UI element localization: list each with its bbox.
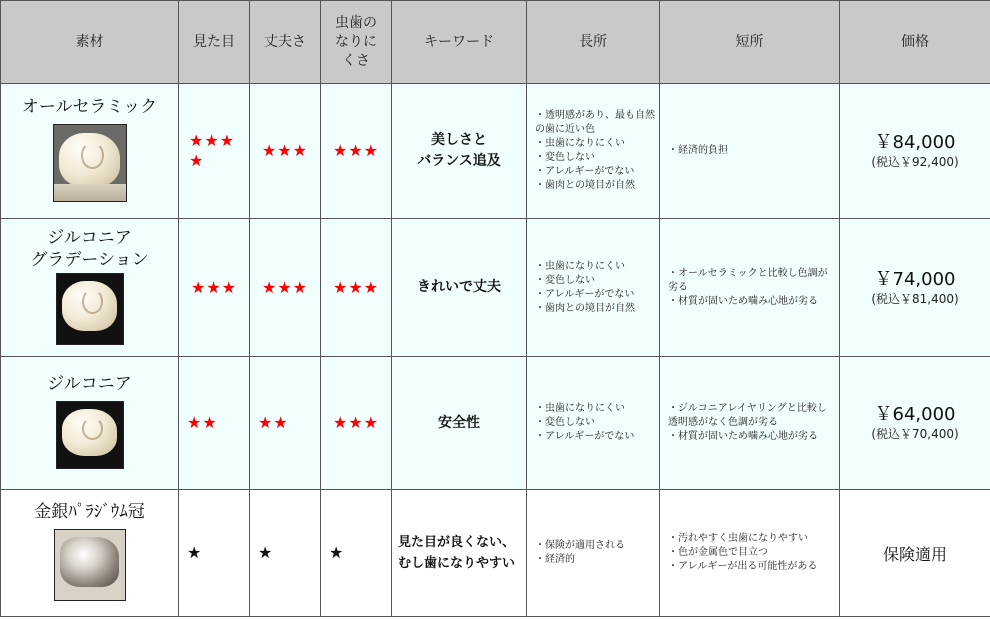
list-item: ・オールセラミックと比較し色調が劣る xyxy=(668,267,828,293)
appearance-rating xyxy=(179,84,250,219)
header-row xyxy=(1,1,990,84)
header-material: 素材 xyxy=(1,1,179,84)
list-item: ・アレルギーがでない xyxy=(535,288,635,300)
pros-list xyxy=(527,402,659,444)
list-item: ・汚れやすく虫歯になりやすい xyxy=(668,533,808,544)
durability-rating xyxy=(250,357,321,490)
list-item: ・虫歯になりにくい xyxy=(535,403,625,414)
list-item: ・経済的負担 xyxy=(668,145,728,156)
durability-rating xyxy=(250,84,321,219)
star-rating: ★★ xyxy=(258,413,289,432)
header-cavity-resistance xyxy=(321,1,392,84)
pros-cell xyxy=(527,84,660,219)
cons-cell xyxy=(660,357,840,490)
price-with-tax: (税込￥81,400) xyxy=(871,291,959,306)
tooth-image-zirconia xyxy=(56,401,124,469)
header-price: 価格 xyxy=(840,1,990,84)
durability-rating xyxy=(250,490,321,617)
keyword-line: 見た目が良くない、 xyxy=(398,535,516,550)
material-cell xyxy=(1,219,179,357)
list-item: ・変色しない xyxy=(535,274,595,286)
cons-cell xyxy=(660,84,840,219)
star-rating: ★★★ xyxy=(332,141,380,160)
star-rating: ★★★ xyxy=(332,277,380,297)
list-item: ・保険が適用される xyxy=(535,540,625,551)
price: ￥84,000 xyxy=(874,132,956,153)
price-cell xyxy=(840,490,990,617)
list-item: ・色が金属色で目立つ xyxy=(668,547,768,558)
list-item: ・材質が固いため噛み心地が劣る xyxy=(668,431,818,442)
material-name-line2: グラデーション xyxy=(30,249,149,270)
keyword-line: 美しさと xyxy=(431,132,487,148)
tooth-image-all-ceramic xyxy=(53,124,127,202)
header-cons: 短所 xyxy=(660,1,840,84)
material-cell xyxy=(1,84,179,219)
list-item: ・アレルギーがでない xyxy=(535,431,635,442)
list-item: ・アレルギーが出る可能性がある xyxy=(668,561,818,572)
star-rating: ★★★★ xyxy=(189,131,236,170)
list-item: ・ジルコニアレイヤリングと比較し透明感がなく色調が劣る xyxy=(668,403,827,428)
appearance-rating xyxy=(179,357,250,490)
star-rating: ★★★ xyxy=(261,141,309,160)
keyword-cell xyxy=(392,84,527,219)
star-rating: ★ xyxy=(258,543,274,562)
cons-cell xyxy=(660,490,840,617)
cons-list xyxy=(660,402,839,444)
table-row xyxy=(1,84,990,219)
cavity-rating xyxy=(321,84,392,219)
table-row xyxy=(1,219,990,357)
material-cell xyxy=(1,490,179,617)
price: ￥64,000 xyxy=(874,404,956,425)
cavity-rating xyxy=(321,357,392,490)
list-item: ・材質が固いため噛み心地が劣る xyxy=(668,295,818,307)
keyword-cell xyxy=(392,490,527,617)
material-name: ジルコニア xyxy=(47,374,132,394)
header-keyword: キーワード xyxy=(392,1,527,84)
material-name xyxy=(1,227,178,271)
pros-cell xyxy=(527,490,660,617)
price-cell xyxy=(840,357,990,490)
keyword-line: むし歯になりやすい xyxy=(398,556,516,571)
list-item: ・透明感があり、最も自然の歯に近い色 xyxy=(535,110,655,135)
pros-cell xyxy=(527,357,660,490)
pros-list xyxy=(527,109,659,193)
star-rating: ★ xyxy=(187,543,203,562)
cavity-rating xyxy=(321,490,392,617)
cons-list xyxy=(660,144,839,158)
header-durability: 丈夫さ xyxy=(250,1,321,84)
material-name: オールセラミック xyxy=(21,97,158,117)
keyword-line: 安全性 xyxy=(438,414,480,431)
pros-list xyxy=(527,539,659,567)
durability-rating xyxy=(250,219,321,357)
list-item: ・変色しない xyxy=(535,152,595,163)
cons-cell xyxy=(660,219,840,357)
header-pros: 長所 xyxy=(527,1,660,84)
material-cell xyxy=(1,357,179,490)
price-with-tax: (税込￥70,400) xyxy=(871,427,959,441)
keyword-line: きれいで丈夫 xyxy=(417,279,501,295)
cons-list xyxy=(660,267,839,309)
pros-list xyxy=(527,260,659,316)
tooth-image-zirconia-gradation xyxy=(56,273,124,345)
list-item: ・歯肉との境目が自然 xyxy=(535,302,635,314)
star-rating: ★★★ xyxy=(190,277,238,297)
table-row xyxy=(1,357,990,490)
appearance-rating xyxy=(179,490,250,617)
cavity-rating xyxy=(321,219,392,357)
list-item: ・アレルギーがでない xyxy=(535,166,635,177)
header-cavity-line1: 虫歯の xyxy=(335,14,377,31)
list-item: ・歯肉との境目が自然 xyxy=(535,180,635,191)
header-cavity-line3: くさ xyxy=(342,52,370,69)
keyword-cell xyxy=(392,357,527,490)
keyword-cell xyxy=(392,219,527,357)
tooth-image-metal-crown xyxy=(54,529,126,601)
star-rating: ★★★ xyxy=(332,413,380,432)
header-cavity-line2: なりに xyxy=(335,33,377,50)
price-cell xyxy=(840,84,990,219)
star-rating: ★ xyxy=(329,543,345,562)
header-appearance: 見た目 xyxy=(179,1,250,84)
price-with-tax: (税込￥92,400) xyxy=(871,155,959,169)
list-item: ・経済的 xyxy=(535,554,575,565)
list-item: ・虫歯になりにくい xyxy=(535,138,625,149)
star-rating: ★★★ xyxy=(261,277,309,297)
cons-list xyxy=(660,532,839,574)
list-item: ・変色しない xyxy=(535,417,595,428)
material-name: 金銀ﾊﾟﾗｼﾞｳﾑ冠 xyxy=(34,502,145,522)
price-cell xyxy=(840,219,990,357)
table-row xyxy=(1,490,990,617)
price: ￥74,000 xyxy=(874,268,956,290)
appearance-rating xyxy=(179,219,250,357)
material-name-line1: ジルコニア xyxy=(47,227,132,248)
list-item: ・虫歯になりにくい xyxy=(535,260,625,272)
keyword-line: バランス追及 xyxy=(417,153,501,169)
star-rating: ★★ xyxy=(187,413,218,432)
pros-cell xyxy=(527,219,660,357)
insurance-covered: 保険適用 xyxy=(882,544,947,564)
